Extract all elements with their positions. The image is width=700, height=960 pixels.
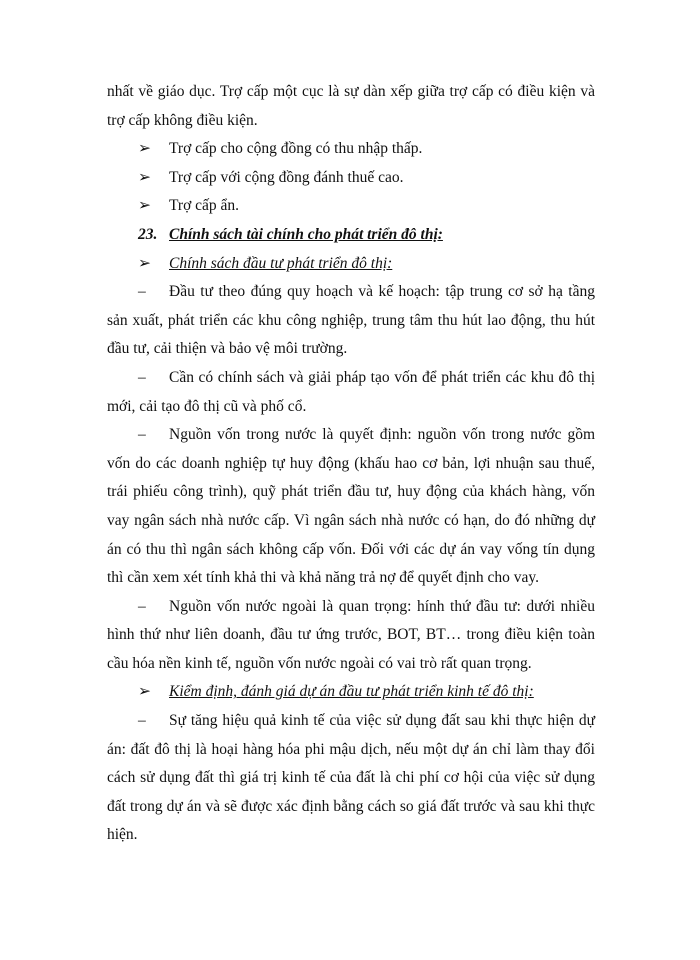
paragraph-text: Sự tăng hiệu quả kinh tế của việc sử dụng đất sau khi thực hiện dự án: đất đô thị là hoại hàng hóa phi mậu dịch, nếu một dự án chỉ làm thay đổi cách sử dụng đất thì giá trị kinh tế của đất là chi phí cơ hội của việc sử dụng đất trong dự án và sẽ được xác định bằng cách so giá đất trước và sau khi thực hiện. (107, 712, 595, 844)
dash-bullet: – (138, 368, 146, 386)
subheading-text: Kiểm định, đánh giá dự án đầu tư phát triển kinh tế đô thị: (169, 683, 534, 701)
arrowhead-bullet-icon: ➢ (138, 683, 151, 701)
paragraph-text: Đầu tư theo đúng quy hoạch và kế hoạch: tập trung cơ sở hạ tầng sản xuất, phát triển các khu công nghiệp, trung tâm thu hút lao động, thu hút đầu tư, cải thiện và bảo vệ môi trường. (107, 283, 595, 358)
section-number: 23. (138, 225, 158, 243)
dash-bullet: – (138, 597, 146, 615)
bullet-item-3 (107, 192, 595, 221)
subheading-1 (107, 250, 595, 279)
bullet-item-2 (107, 164, 595, 193)
bullet-text: Trợ cấp với cộng đồng đánh thuế cao. (169, 168, 404, 186)
dash-bullet: – (138, 426, 146, 444)
dash-bullet: – (138, 712, 146, 730)
dash-paragraph-5 (107, 707, 595, 850)
document-page (107, 78, 595, 850)
bullet-item-1 (107, 135, 595, 164)
dash-bullet: – (138, 283, 146, 301)
bullet-text: Trợ cấp cho cộng đồng có thu nhập thấp. (169, 140, 423, 158)
arrowhead-bullet-icon: ➢ (138, 197, 151, 215)
paragraph-text: Nguồn vốn nước ngoài là quan trọng: hính thứ đầu tư: dưới nhiều hình thứ như liên doanh, đầu tư ứng trước, BOT, BT… trong điều kiện toàn cầu hóa nền kinh tế, nguồn vốn nước ngoài có vai trò rất quan trọng. (107, 597, 595, 672)
section-title: Chính sách tài chính cho phát triển đô thị: (169, 225, 443, 243)
bullet-text: Trợ cấp ẩn. (169, 197, 240, 215)
dash-paragraph-1 (107, 278, 595, 364)
subheading-2 (107, 678, 595, 707)
paragraph-text: Nguồn vốn trong nước là quyết định: nguồn vốn trong nước gồm vốn do các doanh nghiệp tự huy động (khấu hao cơ bản, lợi nhuận sau thuế, trái phiếu công trình), quỹ phát triển đầu tư, huy động của khách hàng, vốn vay ngân sách nhà nước cấp. Vì ngân sách nhà nước có hạn, do đó những dự án có thu thì ngân sách không cấp vốn. Đối với các dự án vay vống tín dụng thì cần xem xét tính khả thi và khả năng trả nợ để quyết định cho vay. (107, 426, 595, 587)
arrowhead-bullet-icon: ➢ (138, 140, 151, 158)
section-heading (107, 221, 595, 250)
arrowhead-bullet-icon: ➢ (138, 254, 151, 272)
paragraph-text: Cần có chính sách và giải pháp tạo vốn để phát triển các khu đô thị mới, cải tạo đô thị cũ và phố cổ. (107, 368, 595, 415)
dash-paragraph-2 (107, 364, 595, 421)
arrowhead-bullet-icon: ➢ (138, 168, 151, 186)
intro-paragraph: nhất về giáo dục. Trợ cấp một cục là sự dàn xếp giữa trợ cấp có điều kiện và trợ cấp không điều kiện. (107, 83, 595, 129)
subheading-text: Chính sách đầu tư phát triển đô thị: (169, 254, 393, 272)
dash-paragraph-3 (107, 421, 595, 593)
dash-paragraph-4 (107, 593, 595, 679)
